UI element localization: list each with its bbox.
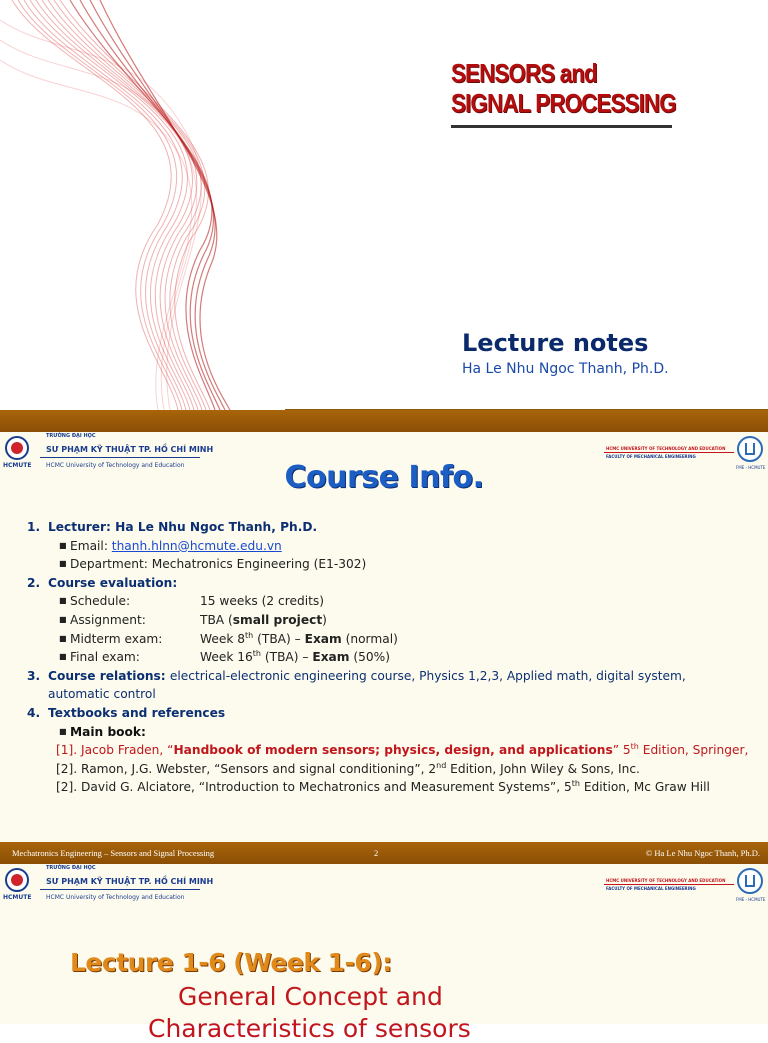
faculty-logo-caption: FME - HCMUTE: [736, 465, 766, 470]
assignment-label: Assignment:: [70, 612, 146, 627]
reference-2: [2]. Ramon, J.G. Webster, “Sensors and signal conditioning”, 2nd Edition, John Wiley & Sons, Inc.: [56, 760, 640, 776]
relations-text: Course relations: electrical-electronic engineering course, Physics 1,2,3, Applied math, digital system,: [48, 668, 686, 683]
email-link[interactable]: thanh.hlnn@hcmute.edu.vn: [111, 538, 282, 553]
list-item: [0, 630, 768, 649]
footer-course: Mechatronics Engineering – Sensors and Signal Processing: [12, 848, 215, 858]
faculty-rule: [604, 884, 734, 885]
faculty-logo-caption: FME - HCMUTE: [736, 897, 766, 902]
schedule-value: 15 weeks (2 credits): [200, 594, 324, 609]
list-item: [0, 685, 768, 704]
university-logo-icon: [5, 868, 29, 892]
department-text: Department: Mechatronics Engineering (E1-302): [70, 557, 367, 572]
university-name-en: HCMC University of Technology and Education: [46, 462, 185, 469]
list-item: [0, 592, 768, 611]
bullet-icon: ■: [59, 633, 67, 643]
title-slide: [0, 0, 768, 410]
footer-copyright: © Ha Le Nhu Ngoc Thanh, Ph.D.: [645, 848, 760, 858]
red-ribbon-graphic: [0, 0, 300, 410]
faculty-logo-icon: [737, 868, 763, 894]
bullet-icon: ■: [59, 596, 67, 606]
list-item: 4. Textbooks and references: [0, 704, 768, 723]
list-item: [0, 611, 768, 630]
list-item: [0, 648, 768, 667]
faculty-name: FACULTY OF MECHANICAL ENGINEERING: [606, 454, 696, 459]
relations-text-cont: automatic control: [48, 687, 156, 702]
reference-3: [2]. David G. Alciatore, “Introduction to Mechatronics and Measurement Systems”, 5th Edition, Mc Graw Hill: [56, 779, 710, 795]
reference-item: [0, 741, 768, 760]
bullet-icon: ■: [59, 559, 67, 569]
list-item: [0, 555, 768, 574]
list-item: 3. Course relations: electrical-electronic engineering course, Physics 1,2,3, Applied math, digital system,: [0, 667, 768, 686]
university-name-small: TRƯỜNG ĐẠI HỌC: [46, 433, 96, 439]
lecture-slide: [0, 864, 768, 1043]
list-item: ■ Email: thanh.hlnn@hcmute.edu.vn: [0, 537, 768, 556]
reference-1: [1]. Jacob Fraden, “Handbook of modern sensors; physics, design, and applications” 5th Edition, Springer,: [56, 742, 749, 758]
lecture-title: Lecture 1-6 (Week 1-6):: [70, 948, 392, 977]
list-item: 1. Lecturer: Ha Le Nhu Ngoc Thanh, Ph.D.: [0, 518, 768, 537]
faculty-university: HCMC UNIVERSITY OF TECHNOLOGY AND EDUCATION: [606, 446, 726, 451]
lecture-notes-heading: Lecture notes: [462, 329, 649, 357]
header-rule: [40, 457, 200, 458]
main-book-label: Main book:: [70, 724, 146, 739]
midterm-label: Midterm exam:: [70, 631, 163, 646]
lecturer-heading: Lecturer: Ha Le Nhu Ngoc Thanh, Ph.D.: [48, 520, 318, 534]
list-item: [0, 723, 768, 742]
slide-separator-bar: [0, 410, 768, 432]
bullet-icon: ■: [59, 614, 67, 624]
university-name-en: HCMC University of Technology and Education: [46, 894, 185, 901]
logo-caption: HCMUTE: [3, 894, 32, 901]
reference-item: [0, 778, 768, 797]
university-logo-icon: [5, 436, 29, 460]
textbooks-heading: Textbooks and references: [48, 705, 226, 720]
list-item: 2. Course evaluation:: [0, 574, 768, 593]
university-name: SƯ PHẠM KỸ THUẬT TP. HỒ CHÍ MINH: [46, 877, 214, 886]
reference-item: [0, 760, 768, 779]
bullet-icon: ■: [59, 652, 67, 662]
course-info-content: [0, 518, 768, 797]
midterm-value: Week 8th (TBA) – Exam (normal): [200, 630, 398, 646]
faculty-logo-icon: [737, 436, 763, 462]
title-underline: [451, 125, 672, 128]
footer-page-number: 2: [374, 848, 379, 858]
faculty-name: FACULTY OF MECHANICAL ENGINEERING: [606, 886, 696, 891]
faculty-university: HCMC UNIVERSITY OF TECHNOLOGY AND EDUCATION: [606, 878, 726, 883]
final-value: Week 16th (TBA) – Exam (50%): [200, 649, 390, 665]
slide-title: Course Info.: [284, 460, 484, 495]
lecture-subtitle-line1: General Concept and: [178, 982, 443, 1011]
slide-footer: [0, 842, 768, 864]
university-name: SƯ PHẠM KỸ THUẬT TP. HỒ CHÍ MINH: [46, 445, 214, 454]
faculty-rule: [604, 452, 734, 453]
course-title-line1: SENSORS and: [451, 58, 597, 88]
schedule-label: Schedule:: [70, 594, 131, 609]
lecture-subtitle-line2: Characteristics of sensors: [148, 1014, 471, 1043]
bullet-icon: ■: [59, 726, 67, 736]
bullet-icon: ■: [59, 540, 67, 550]
final-label: Final exam:: [70, 650, 140, 665]
header-rule: [40, 889, 200, 890]
university-name-small: TRƯỜNG ĐẠI HỌC: [46, 865, 96, 871]
slide-header: [0, 864, 768, 904]
course-title: [451, 58, 676, 118]
course-info-slide: [0, 432, 768, 842]
evaluation-heading: Course evaluation:: [48, 575, 178, 590]
logo-caption: HCMUTE: [3, 462, 32, 469]
course-title-line2: SIGNAL PROCESSING: [451, 88, 676, 118]
assignment-value: TBA (small project): [200, 612, 327, 627]
author-name: Ha Le Nhu Ngoc Thanh, Ph.D.: [462, 361, 669, 377]
